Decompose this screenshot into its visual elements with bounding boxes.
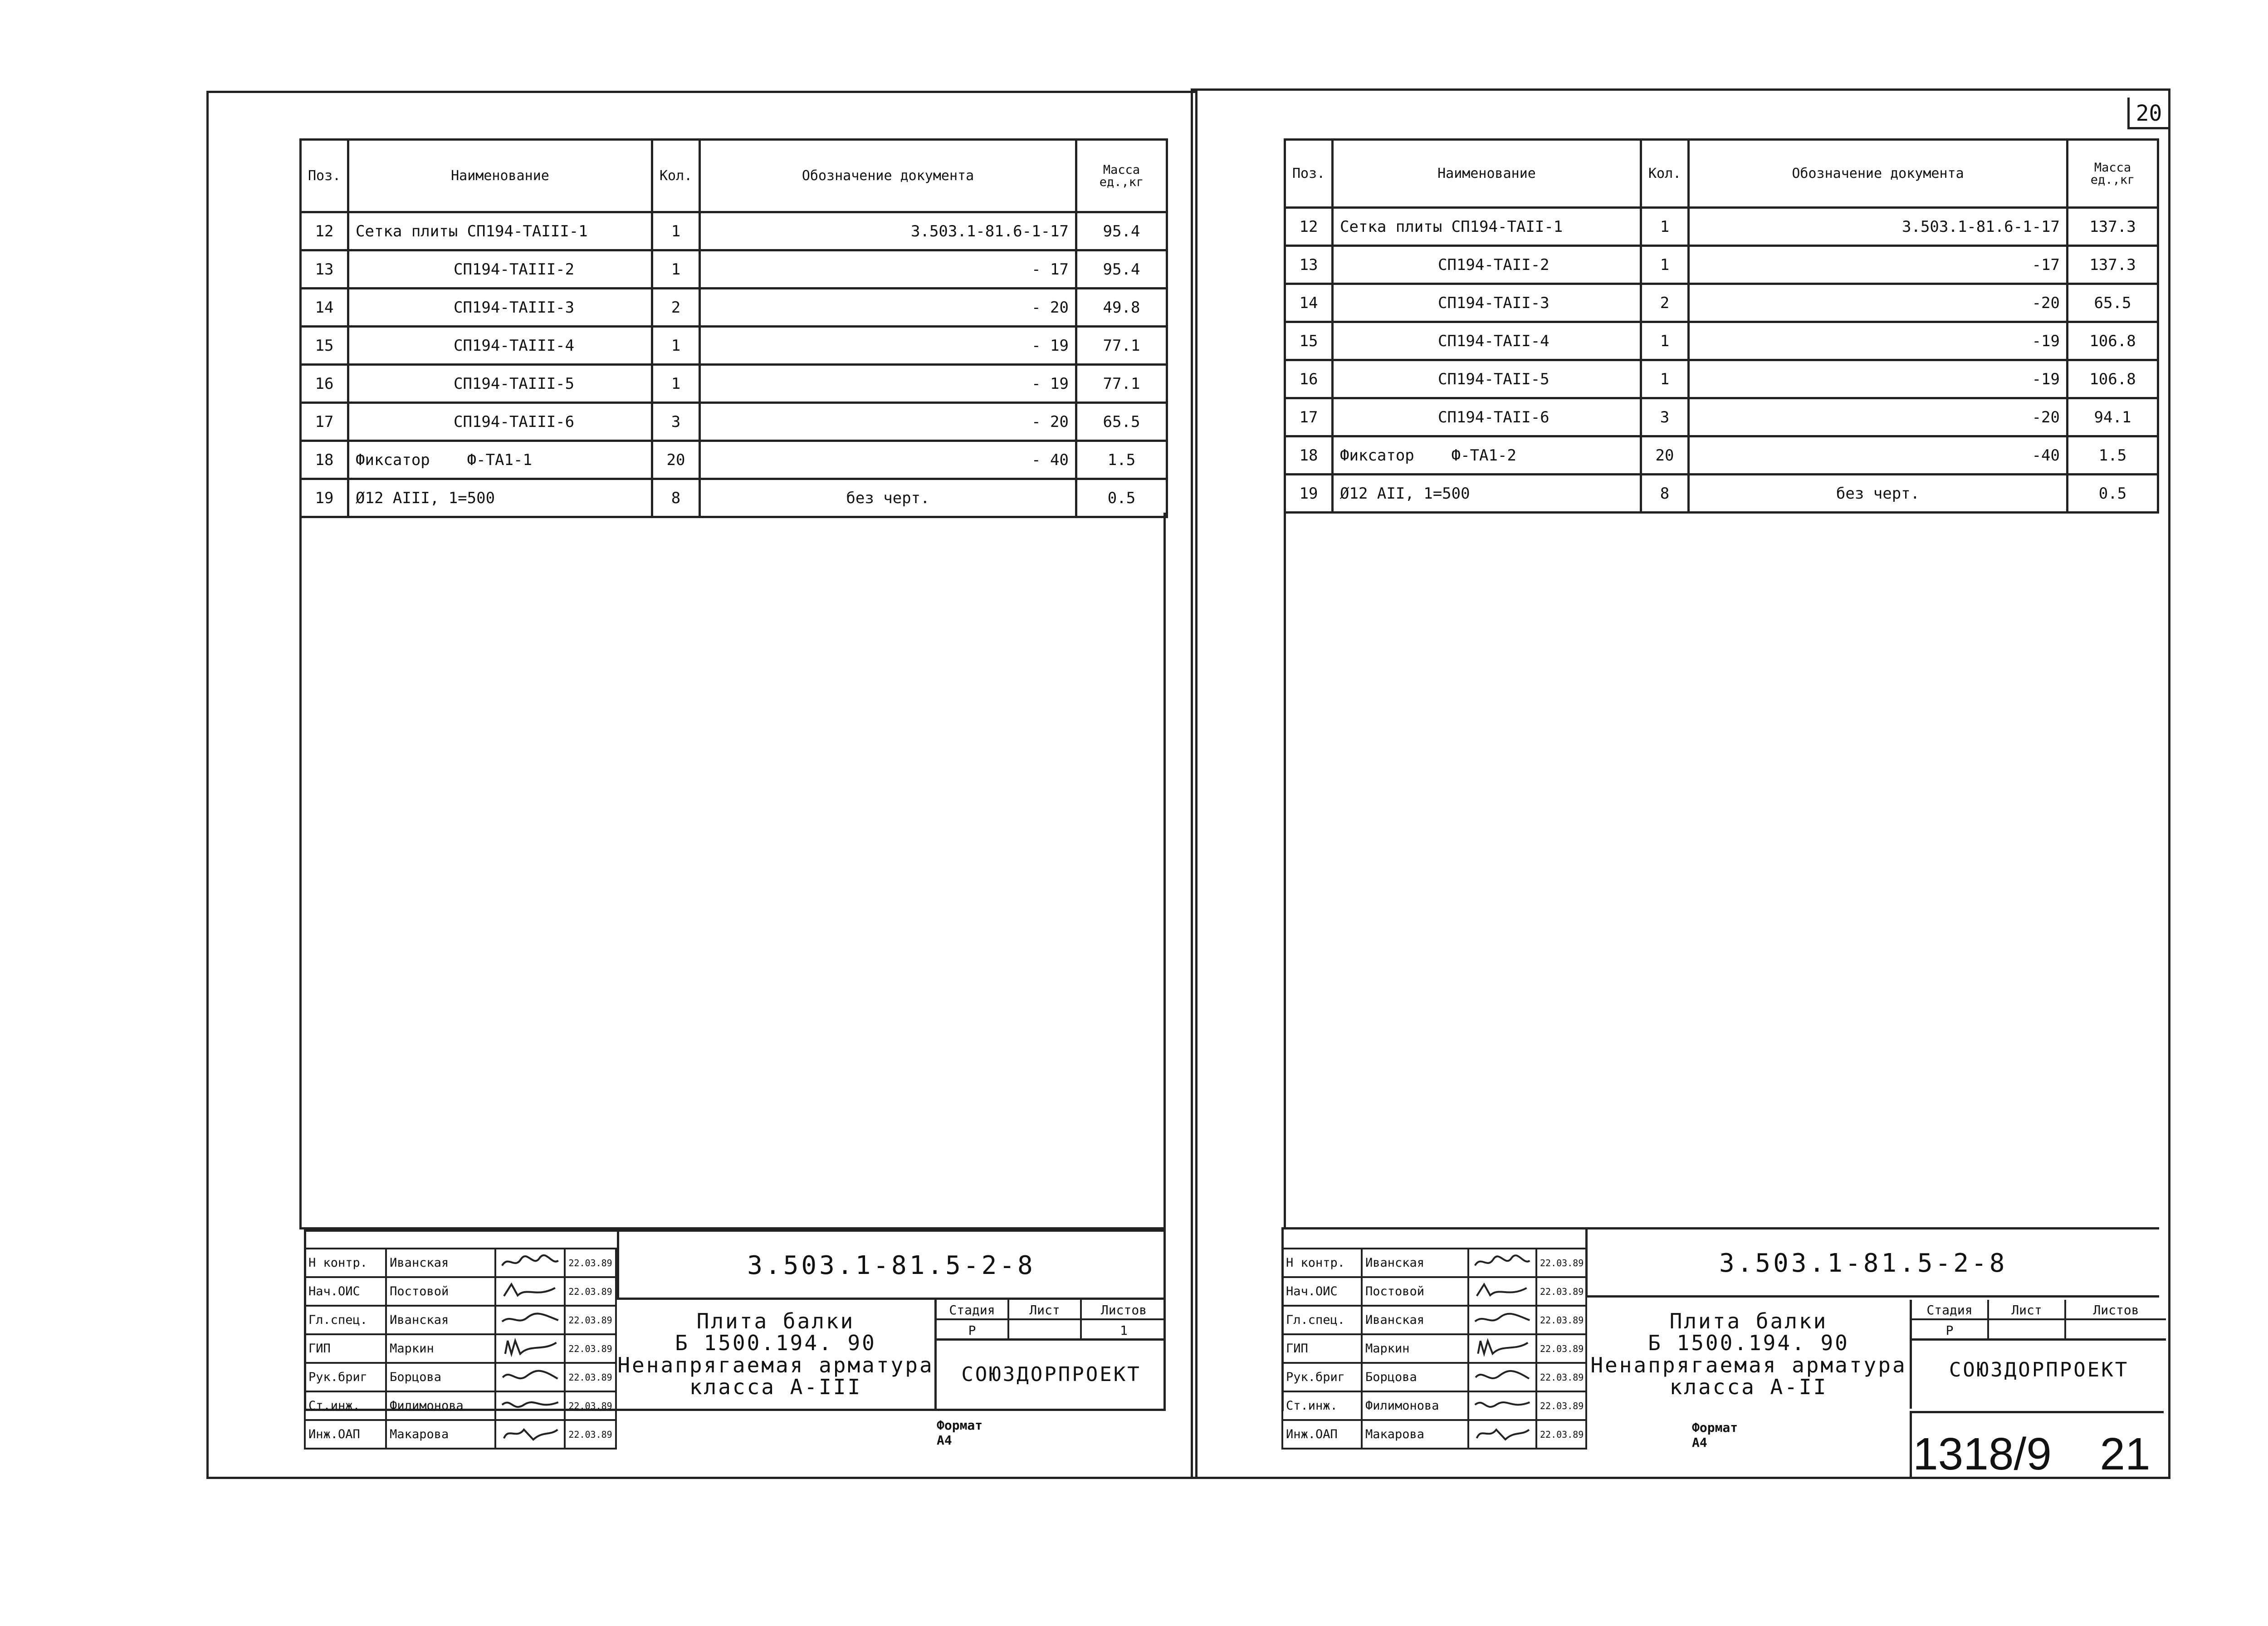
title-line: Б 1500.194. 90 (675, 1331, 876, 1356)
mass-cell: 106.8 (2068, 360, 2158, 398)
mass-cell: 0.5 (2068, 475, 2158, 513)
stage-header: Стадия (1912, 1300, 1989, 1320)
doc-cell: -20 (1689, 398, 2068, 436)
table-row (301, 403, 1167, 441)
qty-cell: 1 (652, 327, 700, 365)
left-stage-grid (934, 1300, 1163, 1409)
mass-cell: 1.5 (1076, 441, 1167, 479)
left-doc-title (617, 1307, 934, 1406)
doc-cell: без черт. (1689, 475, 2068, 513)
table-row (301, 365, 1167, 403)
qty-cell: 2 (1641, 284, 1689, 322)
doc-cell: -19 (1689, 360, 2068, 398)
pos-cell: 13 (301, 250, 348, 289)
pos-cell: 14 (1285, 284, 1333, 322)
name-cell: Сетка плиты СП194-ТАIII-1 (348, 212, 652, 250)
signer-date: 22.03.89 (1536, 1363, 1586, 1391)
name-cell: СП194-ТАII-2 (1333, 246, 1641, 284)
qty-cell: 2 (652, 289, 700, 327)
name-cell: Фиксатор Ф-ТА1-2 (1333, 436, 1641, 475)
signature (1468, 1363, 1536, 1391)
signer-date: 22.03.89 (1536, 1277, 1586, 1306)
pos-cell: 19 (301, 479, 348, 517)
col-doc-header: Обозначение документа (1689, 140, 2068, 208)
pos-cell: 12 (1285, 208, 1333, 246)
org-name: СОЮЗДОРПРОЕКТ (961, 1363, 1141, 1386)
mass-cell: 95.4 (1076, 212, 1167, 250)
signer-date: 22.03.89 (565, 1249, 616, 1277)
name-cell: СП194-ТАIII-5 (348, 365, 652, 403)
mass-cell: 94.1 (2068, 398, 2158, 436)
table-row (1285, 398, 2158, 436)
sheet-value (1009, 1320, 1082, 1341)
right-doc-code: 3.503.1-81.5-2-8 (1585, 1229, 2159, 1298)
signature (1468, 1249, 1536, 1277)
stage-value: Р (1912, 1320, 1989, 1341)
org-name: СОЮЗДОРПРОЕКТ (1949, 1358, 2129, 1381)
mass-cell: 0.5 (1076, 479, 1167, 517)
col-doc-header: Обозначение документа (700, 140, 1076, 212)
signer-name: Постовой (1362, 1277, 1468, 1306)
pos-cell: 13 (1285, 246, 1333, 284)
pos-cell: 19 (1285, 475, 1333, 513)
signer-role: Инж.ОАП (305, 1420, 386, 1449)
title-line: Плита балки (1669, 1309, 1828, 1333)
qty-cell: 1 (1641, 246, 1689, 284)
col-mass-header: Масса ед.,кг (2068, 140, 2158, 208)
doc-cell: 3.503.1-81.6-1-17 (700, 212, 1076, 250)
signer-name: Иванская (1362, 1249, 1468, 1277)
table-row (301, 289, 1167, 327)
right-page-number-top: 20 (2127, 98, 2168, 129)
qty-cell: 1 (652, 212, 700, 250)
col-mass-header: Масса ед.,кг (1076, 140, 1167, 212)
qty-cell: 3 (1641, 398, 1689, 436)
title-line: класса А-II (1669, 1374, 1828, 1399)
signature (495, 1420, 565, 1449)
pos-cell: 17 (301, 403, 348, 441)
signature (1468, 1277, 1536, 1306)
signer-date: 22.03.89 (565, 1306, 616, 1334)
doc-cell: -40 (1689, 436, 2068, 475)
left-spec-table (299, 138, 1168, 518)
mass-cell: 77.1 (1076, 327, 1167, 365)
doc-cell: - 19 (700, 327, 1076, 365)
signer-name: Макарова (386, 1420, 495, 1449)
doc-cell: -20 (1689, 284, 2068, 322)
qty-cell: 8 (652, 479, 700, 517)
mass-cell: 137.3 (2068, 208, 2158, 246)
pos-cell: 16 (301, 365, 348, 403)
sheet-header: Лист (1989, 1300, 2066, 1320)
mass-cell: 49.8 (1076, 289, 1167, 327)
stage-header: Стадия (937, 1300, 1009, 1320)
qty-cell: 3 (652, 403, 700, 441)
doc-cell: 3.503.1-81.6-1-17 (1689, 208, 2068, 246)
left-spec-body (299, 513, 1166, 1229)
right-spec-body (1284, 510, 2157, 1227)
title-line: Ненапрягаемая арматура (617, 1352, 934, 1377)
qty-cell: 1 (1641, 208, 1689, 246)
doc-cell: - 20 (700, 289, 1076, 327)
signer-name: Борцова (1362, 1363, 1468, 1391)
mass-cell: 137.3 (2068, 246, 2158, 284)
col-name-header: Наименование (1333, 140, 1641, 208)
col-name-header: Наименование (348, 140, 652, 212)
name-cell: СП194-ТАIII-3 (348, 289, 652, 327)
table-row (301, 441, 1167, 479)
qty-cell: 1 (1641, 360, 1689, 398)
table-row (301, 327, 1167, 365)
signer-date: 22.03.89 (1536, 1420, 1586, 1449)
sheet-value (1989, 1320, 2066, 1341)
title-line: Плита балки (696, 1309, 855, 1333)
name-cell: СП194-ТАII-3 (1333, 284, 1641, 322)
signer-role: ГИП (305, 1334, 386, 1363)
stage-value: Р (937, 1320, 1009, 1341)
signer-date: 22.03.89 (1536, 1249, 1586, 1277)
pos-cell: 18 (1285, 436, 1333, 475)
signer-name: Постовой (386, 1277, 495, 1306)
signer-role: Рук.бриг (305, 1363, 386, 1391)
mass-cell: 106.8 (2068, 322, 2158, 360)
title-line: Б 1500.194. 90 (1648, 1331, 1849, 1356)
signer-name: Борцова (386, 1363, 495, 1391)
pos-cell: 16 (1285, 360, 1333, 398)
name-cell: СП194-ТАIII-2 (348, 250, 652, 289)
doc-cell: - 19 (700, 365, 1076, 403)
table-row (1285, 436, 2158, 475)
signer-role: Н контр. (305, 1249, 386, 1277)
qty-cell: 1 (652, 250, 700, 289)
sheet-header: Лист (1009, 1300, 1082, 1320)
signer-role: Ст.инж. (1282, 1391, 1362, 1420)
signer-role: Нач.ОИС (305, 1277, 386, 1306)
doc-cell: -19 (1689, 322, 2068, 360)
signature (1468, 1420, 1536, 1449)
doc-cell: - 17 (700, 250, 1076, 289)
signer-date: 22.03.89 (1536, 1306, 1586, 1334)
pos-cell: 17 (1285, 398, 1333, 436)
col-qty-header: Кол. (652, 140, 700, 212)
mass-cell: 77.1 (1076, 365, 1167, 403)
name-cell: Фиксатор Ф-ТА1-1 (348, 441, 652, 479)
sheets-header: Листов (1082, 1300, 1166, 1320)
sheets-value (2066, 1320, 2166, 1341)
qty-cell: 1 (1641, 322, 1689, 360)
title-line: Ненапрягаемая арматура (1590, 1352, 1907, 1377)
signature (495, 1334, 565, 1363)
name-cell: СП194-ТАIII-6 (348, 403, 652, 441)
qty-cell: 8 (1641, 475, 1689, 513)
signer-role: Н контр. (1282, 1249, 1362, 1277)
signer-date: 22.03.89 (565, 1334, 616, 1363)
right-stage-grid (1910, 1300, 2164, 1409)
right-page-number-bottom: 21 (2100, 1429, 2151, 1479)
table-row (1285, 322, 2158, 360)
mass-cell: 65.5 (1076, 403, 1167, 441)
signature (495, 1249, 565, 1277)
signer-date: 22.03.89 (1536, 1391, 1586, 1420)
signer-role: Инж.ОАП (1282, 1420, 1362, 1449)
signer-date: 22.03.89 (565, 1277, 616, 1306)
signature (495, 1306, 565, 1334)
doc-cell: - 20 (700, 403, 1076, 441)
table-row (301, 212, 1167, 250)
col-pos-header: Поз. (301, 140, 348, 212)
right-format-label: Формат А4 (1692, 1420, 1738, 1450)
signer-role: Нач.ОИС (1282, 1277, 1362, 1306)
qty-cell: 20 (1641, 436, 1689, 475)
signer-role: Гл.спец. (305, 1306, 386, 1334)
signature (1468, 1306, 1536, 1334)
signature (495, 1277, 565, 1306)
name-cell: СП194-ТАII-5 (1333, 360, 1641, 398)
right-doc-title (1588, 1307, 1910, 1406)
right-stamp-number: 1318/9 (1913, 1429, 2052, 1479)
signer-name: Иванская (386, 1249, 495, 1277)
table-row (1285, 246, 2158, 284)
signer-name: Маркин (1362, 1334, 1468, 1363)
col-pos-header: Поз. (1285, 140, 1333, 208)
table-row (301, 250, 1167, 289)
title-line: класса А-III (689, 1374, 862, 1399)
table-row (1285, 360, 2158, 398)
doc-cell: без черт. (700, 479, 1076, 517)
signer-role: Гл.спец. (1282, 1306, 1362, 1334)
name-cell: СП194-ТАIII-4 (348, 327, 652, 365)
signer-name: Иванская (386, 1306, 495, 1334)
name-cell: Ø12 АII, 1=500 (1333, 475, 1641, 513)
signer-date: 22.03.89 (565, 1420, 616, 1449)
signer-name: Иванская (1362, 1306, 1468, 1334)
doc-cell: - 40 (700, 441, 1076, 479)
sheets-header: Листов (2066, 1300, 2166, 1320)
qty-cell: 20 (652, 441, 700, 479)
signer-date: 22.03.89 (1536, 1334, 1586, 1363)
name-cell: Ø12 АIII, 1=500 (348, 479, 652, 517)
signature (495, 1391, 565, 1420)
signer-role: ГИП (1282, 1334, 1362, 1363)
pos-cell: 15 (301, 327, 348, 365)
left-doc-code: 3.503.1-81.5-2-8 (617, 1232, 1163, 1300)
left-format-label: Формат А4 (937, 1418, 983, 1448)
col-qty-header: Кол. (1641, 140, 1689, 208)
doc-cell: -17 (1689, 246, 2068, 284)
sheets-value: 1 (1082, 1320, 1166, 1341)
table-row (1285, 208, 2158, 246)
table-row (1285, 475, 2158, 513)
signer-name: Филимонова (386, 1391, 495, 1420)
name-cell: Сетка плиты СП194-ТАII-1 (1333, 208, 1641, 246)
signer-role: Рук.бриг (1282, 1363, 1362, 1391)
pos-cell: 14 (301, 289, 348, 327)
signer-role: Ст.инж. (305, 1391, 386, 1420)
signer-date: 22.03.89 (565, 1391, 616, 1420)
name-cell: СП194-ТАII-4 (1333, 322, 1641, 360)
right-signers-table (1281, 1248, 1587, 1450)
signer-date: 22.03.89 (565, 1363, 616, 1391)
right-spec-table (1284, 138, 2159, 514)
signer-name: Макарова (1362, 1420, 1468, 1449)
name-cell: СП194-ТАII-6 (1333, 398, 1641, 436)
pos-cell: 15 (1285, 322, 1333, 360)
signer-name: Маркин (386, 1334, 495, 1363)
signature (1468, 1334, 1536, 1363)
mass-cell: 65.5 (2068, 284, 2158, 322)
left-signers-table (304, 1248, 617, 1450)
mass-cell: 95.4 (1076, 250, 1167, 289)
qty-cell: 1 (652, 365, 700, 403)
mass-cell: 1.5 (2068, 436, 2158, 475)
signature (1468, 1391, 1536, 1420)
table-row (1285, 284, 2158, 322)
table-row (301, 479, 1167, 517)
signature (495, 1363, 565, 1391)
pos-cell: 12 (301, 212, 348, 250)
pos-cell: 18 (301, 441, 348, 479)
signer-name: Филимонова (1362, 1391, 1468, 1420)
